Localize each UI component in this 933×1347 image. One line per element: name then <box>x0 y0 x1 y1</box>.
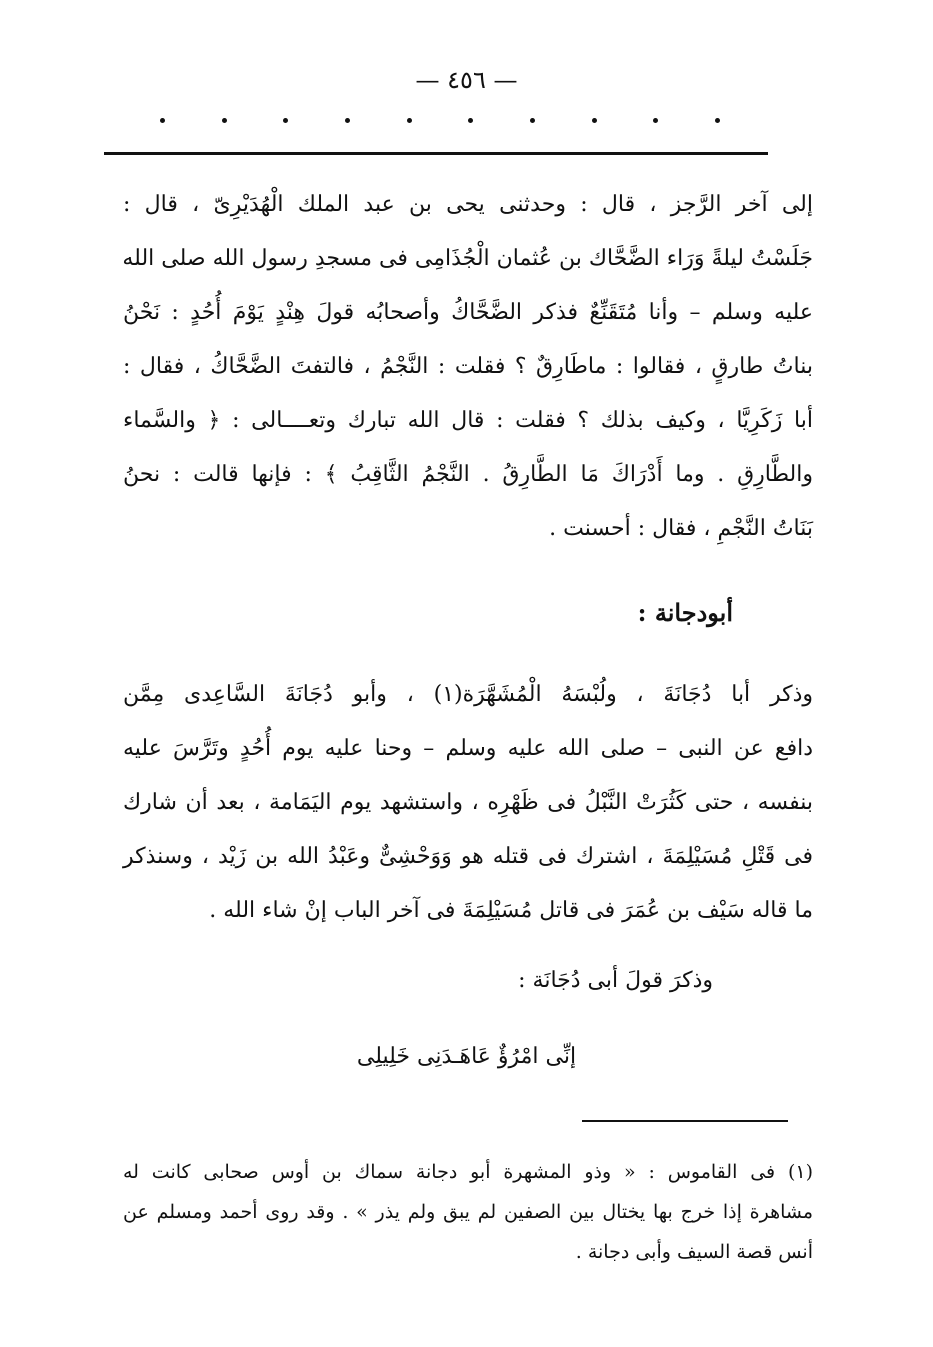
text-line: بَنَاتُ النَّجْمِ ، فقال : أحسنت . <box>549 516 813 541</box>
ornament-dot <box>345 118 350 123</box>
text-line: بنفسه ، حتى كَثُرَتْ النَّبْلُ فى ظَهْرِه ، واستشهد يوم اليَمَامة ، بعد أن شارك <box>123 790 813 815</box>
header-rule <box>104 152 768 155</box>
text-line: أبا زَكَرِيَّا ، وكيف بذلك ؟ فقلت : قال الله تبارك وتعــــالى : ﴿ والسَّماء <box>123 408 813 433</box>
text-line: عليه وسلم – وأنا مُتَقَنِّعٌ فذكر الضَّحَّاكُ وأصحابُه قولَ هِنْدٍ يَوْمَ أُحُدٍ : نَحْنُ <box>123 300 813 325</box>
section-heading: أبودجانة : <box>637 598 733 627</box>
ornament-dot <box>160 118 165 123</box>
footnote-line: (١) فى القاموس : « وذو المشهرة أبو دجانة سماك بن أوس صحابى كانت له <box>123 1161 813 1183</box>
verse-intro: وذكرَ قولَ أبى دُجَانَة : <box>518 968 713 993</box>
paragraph-1 <box>123 178 813 556</box>
text-line: والطَّارِقِ . وما أَدْرَاكَ مَا الطَّارِقُ . النَّجْمُ الثَّاقِبُ ﴾ : فإنها قالت : نحنُ <box>123 462 813 487</box>
ornament-dot <box>283 118 288 123</box>
ornament-dot <box>530 118 535 123</box>
footnote <box>123 1152 813 1272</box>
page-number: — ٤٥٦ — <box>415 66 518 94</box>
ornament-dot <box>653 118 658 123</box>
footnote-line: مشاهرة إذا خرج بها يختال بين الصفين لم يبق ولم يذر » . وقد روى أحمد ومسلم عن <box>123 1201 813 1223</box>
ornament-dots <box>160 118 720 123</box>
ornament-dot <box>715 118 720 123</box>
text-line: ما قاله سَيْف بن عُمَرَ فى قاتل مُسَيْلِمَةَ فى آخر الباب إنْ شاء الله . <box>209 898 813 923</box>
ornament-dot <box>592 118 597 123</box>
ornament-dot <box>468 118 473 123</box>
footnote-rule <box>582 1120 788 1122</box>
text-line: وذكر أبا دُجَانَةَ ، ولُبْسَهُ الْمُشَهَّرَة(١) ، وأبو دُجَانَةَ السَّاعِدى مِمَّن <box>123 682 813 707</box>
text-line: إلى آخر الرَّجز ، قال : وحدثنى يحى بن عبد الملك الْهُدَيْرِىّ ، قال : <box>123 192 813 217</box>
text-line: دافع عن النبى – صلى الله عليه وسلم – وحنا عليه يوم أُحُدٍ وتَرَّسَ عليه <box>123 736 813 761</box>
text-line: فى قَتْلِ مُسَيْلِمَةَ ، اشترك فى قتله هو وَوَحْشِىٌّ وعَبْدُ الله بن زَيْد ، وسنذكر <box>123 844 813 869</box>
text-line: جَلَسْتُ ليلةً وَرَاء الضَّحَّاك بن عُثمان الْجُذَامِى فى مسجدِ رسول الله صلى الله <box>122 246 813 271</box>
text-line: بناتُ طارقٍ ، فقالوا : ماطَارِقٌ ؟ فقلت : النَّجْمُ ، فالتفتَ الضَّحَّاكُ ، فقال : <box>123 354 813 379</box>
paragraph-2 <box>123 668 813 938</box>
ornament-dot <box>222 118 227 123</box>
poem-verse: إنِّى امْرُؤٌ عَاهَـدَنِى خَلِيلِى <box>356 1044 577 1069</box>
footnote-line: أنس قصة السيف وأبى دجانة . <box>575 1241 813 1263</box>
ornament-dot <box>407 118 412 123</box>
